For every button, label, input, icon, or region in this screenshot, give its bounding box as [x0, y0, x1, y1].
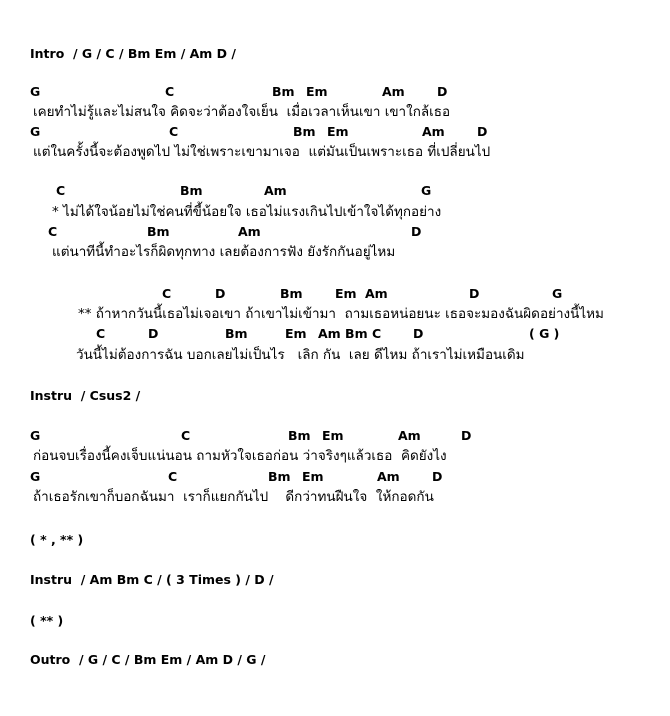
outro-line: Outro / G / C / Bm Em / Am D / G /	[30, 652, 266, 667]
lyric-line: วันนี้ไม่ต้องการฉัน บอกเลยไม่เป็นไร เลิก กัน เลย ดีไหม ถ้าเราไม่เหมือนเดิม	[76, 347, 525, 363]
chord: Am	[398, 428, 421, 443]
chord: C	[96, 326, 106, 341]
chord: G	[30, 469, 41, 484]
chord: Bm	[268, 469, 291, 484]
chord: Am	[365, 286, 388, 301]
chord: Bm	[288, 428, 311, 443]
chord: Bm	[225, 326, 248, 341]
lyric-line: ถ้าเธอรักเขาก็บอกฉันมา เราก็แยกกันไป ดีกว่าทนฝืนใจ ให้กอดกัน	[33, 489, 434, 505]
chord: D	[432, 469, 443, 484]
lyric-line: * ไม่ได้ใจน้อยไม่ใช่คนที่ขี้น้อยใจ เธอไม่แรงเกินไปเข้าใจได้ทุกอย่าง	[52, 204, 442, 220]
lyric-line: ก่อนจบเรื่องนี้คงเจ็บแน่นอน ถามหัวใจเธอก่อน ว่าจริงๆแล้วเธอ คิดยังไง	[33, 448, 447, 464]
chord: Em	[322, 428, 344, 443]
instrumental-line: Instru / Csus2 /	[30, 388, 141, 403]
chord: G	[30, 84, 41, 99]
chord: C	[168, 469, 178, 484]
repeat-note: ( ** )	[30, 613, 64, 628]
chord: Em	[335, 286, 357, 301]
intro-line: Intro / G / C / Bm Em / Am D /	[30, 46, 236, 61]
lyric-line: แต่นาทีนี้ทำอะไรก็ผิดทุกทาง เลยต้องการฟัง ยังรักกันอยู่ไหม	[52, 244, 396, 260]
lyric-line: แต่ในครั้งนี้จะต้องพูดไป ไม่ใช่เพราะเขามาเจอ แต่มันเป็นเพราะเธอ ที่เปลี่ยนไป	[33, 144, 491, 160]
chord: Bm	[147, 224, 170, 239]
chord: G	[552, 286, 563, 301]
instrumental-line: Instru / Am Bm C / ( 3 Times ) / D /	[30, 572, 274, 587]
chord: G	[30, 428, 41, 443]
chord: Am Bm C	[318, 326, 382, 341]
chord: D	[413, 326, 424, 341]
chord: G	[421, 183, 432, 198]
chord: D	[411, 224, 422, 239]
chord: C	[162, 286, 172, 301]
chord: D	[148, 326, 159, 341]
lyric-line: ** ถ้าหากวันนี้เธอไม่เจอเขา ถ้าเขาไม่เข้ามา ถามเธอหน่อยนะ เธอจะมองฉันผิดอย่างนี้ไหม	[78, 306, 604, 322]
chord: Em	[302, 469, 324, 484]
chord: D	[469, 286, 480, 301]
chord: Em	[306, 84, 328, 99]
chord: Am	[377, 469, 400, 484]
chord: Em	[327, 124, 349, 139]
chord: D	[215, 286, 226, 301]
chord: Am	[382, 84, 405, 99]
chord: Am	[238, 224, 261, 239]
chord: C	[169, 124, 179, 139]
chord: Bm	[272, 84, 295, 99]
chord: Bm	[180, 183, 203, 198]
chord: C	[56, 183, 66, 198]
chord: Em	[285, 326, 307, 341]
chord: D	[477, 124, 488, 139]
chord: D	[461, 428, 472, 443]
chord: Bm	[280, 286, 303, 301]
lyric-line: เคยทำไม่รู้และไม่สนใจ คิดจะว่าต้องใจเย็น เมื่อเวลาเห็นเขา เขาใกล้เธอ	[33, 104, 451, 120]
chord: Am	[422, 124, 445, 139]
chord: C	[181, 428, 191, 443]
chord: Bm	[293, 124, 316, 139]
chord: C	[48, 224, 58, 239]
repeat-note: ( * , ** )	[30, 532, 84, 547]
chord: G	[30, 124, 41, 139]
chord: C	[165, 84, 175, 99]
chord: Am	[264, 183, 287, 198]
chord: ( G )	[529, 326, 560, 341]
chord: D	[437, 84, 448, 99]
